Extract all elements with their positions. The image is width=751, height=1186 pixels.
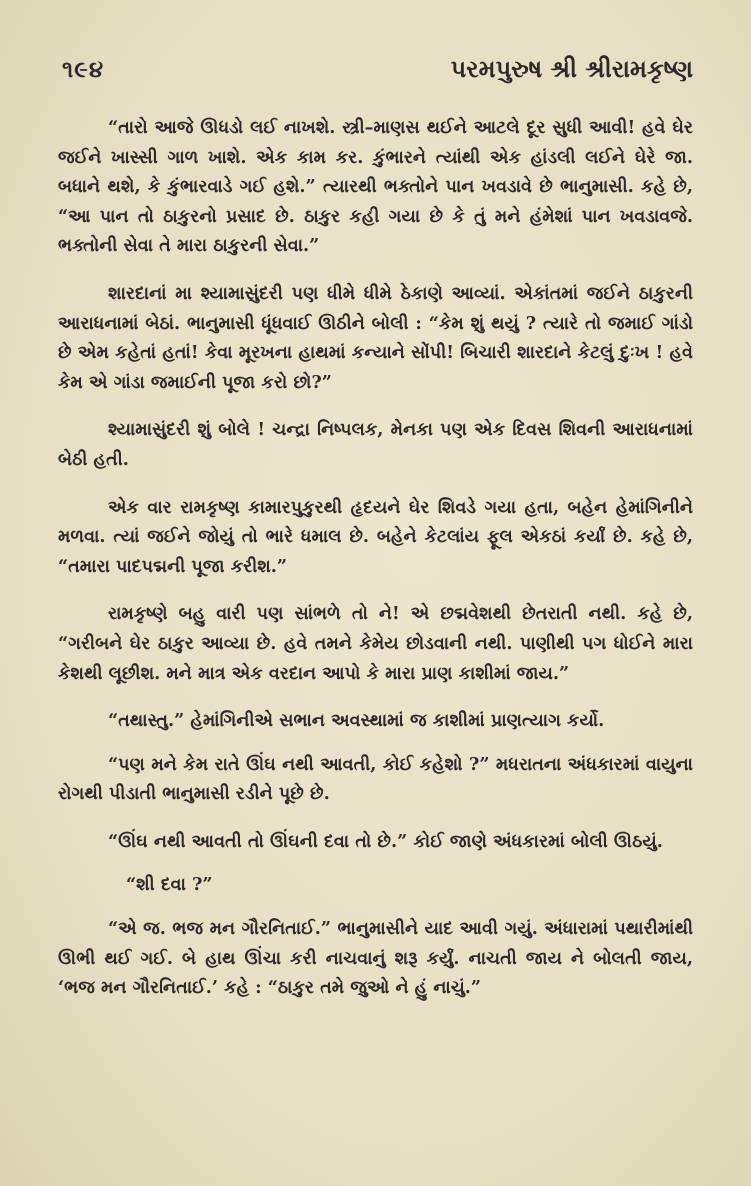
running-title: પરમપુરુષ શ્રી શ્રીરામકૃષ્ણ <box>450 54 693 83</box>
paragraph-2: શારદાનાં મા શ્યામાસુંદરી પણ ધીમે ધીમે ઠેકાણે આવ્યાં. એકાંતમાં જઈને ઠાકુરની આરાધનામાં બેઠાં. ભાનુમાસી ધૂંધવાઈ ઊઠીને બોલી : “કેમ શું થયું ? ત્યારે તો જમાઈ ગાંડો છે એમ કહેતાં હતાં! કેવા મૂરખના હાથમાં કન્યાને સોંપી! બિચારી શારદાને કેટલું દુઃખ ! હવે કેમ એ ગાંડા જમાઈની પૂજા કરો છો?” <box>58 282 693 393</box>
paragraph-10: “એ જ. ભજ મન ગૌરનિતાઈ.” ભાનુમાસીને યાદ આવી ગયું. અંધારામાં પથારીમાંથી ઊભી થઈ ગઈ. બે હાથ ઊંચા કરી નાચવાનું શરૂ કર્યું. નાચતી જાય ને બોલતી જાય, ‘ભજ મન ગૌરનિતાઈ.’ કહે : “ઠાકુર તમે જુઓ ને હું નાચું.” <box>58 918 693 999</box>
paragraph-8: “ઊંઘ નથી આવતી તો ઊંઘની દવા તો છે.” કોઈ જાણે અંધકારમાં બોલી ઊઠયું. <box>108 830 663 852</box>
paragraph-9: “શી દવા ?” <box>126 874 213 896</box>
page-header <box>58 50 693 90</box>
page-number: ૧૯૪ <box>62 56 105 83</box>
paragraph-6: “તથાસ્તુ.” હેમાંગિનીએ સભાન અવસ્થામાં જ કાશીમાં પ્રાણત્યાગ કર્યો. <box>108 710 605 732</box>
paragraph-1: “તારો આજે ઊધડો લઈ નાખશે. સ્ત્રી–માણસ થઈને આટલે દૂર સુધી આવી! હવે ઘેર જઈને ખાસ્સી ગાળ ખાશે. એક કામ કર. કુંભારને ત્યાંથી એક હાંડલી લઈને ઘેરે જા. બધાને થશે, કે કુંભારવાડે ગઈ હશે.” ત્યારથી ભક્તોને પાન ખવડાવે છે ભાનુમાસી. કહે છે, “આ પાન તો ઠાકુરનો પ્રસાદ છે. ઠાકુર કહી ગયા છે કે તું મને હંમેશાં પાન ખવડાવજે. ભક્તોની સેવા તે મારા ઠાકુરની સેવા.” <box>58 117 693 257</box>
paragraph-4: એક વાર રામકૃષ્ણ કામારપુકુરથી હૃદયને ઘેર શિવડે ગયા હતા, બહેન હેમાંગિનીને મળવા. ત્યાં જઈને જોયું તો ભારે ધમાલ છે. બહેને કેટલાંય ફૂલ એકઠાં કર્યાં છે. કહે છે, “તમારા પાદપદ્મની પૂજા કરીશ.” <box>58 496 693 577</box>
paragraph-3: શ્યામાસુંદરી શું બોલે ! ચન્દ્રા નિષ્પલક, મેનકા પણ એક દિવસ શિવની આરાધનામાં બેઠી હતી. <box>58 419 693 470</box>
paragraph-5: રામકૃષ્ણે બહુ વારી પણ સાંભળે તો ને! એ છદ્મવેશથી છેતરાતી નથી. કહે છે, “ગરીબને ઘેર ઠાકુર આવ્યા છે. હવે તમને કેમેય છોડવાની નથી. પાણીથી પગ ધોઈને મારા કેશથી લૂછીશ. મને માત્ર એક વરદાન આપો કે મારા પ્રાણ કાશીમાં જાય.” <box>58 603 693 684</box>
body-text <box>58 113 693 1021</box>
paragraph-7: “પણ મને કેમ રાતે ઊંઘ નથી આવતી, કોઈ કહેશો ?” મધરાતના અંધકારમાં વાયુના રોગથી પીડાતી ભાનુમાસી રડીને પૂછે છે. <box>58 753 693 805</box>
